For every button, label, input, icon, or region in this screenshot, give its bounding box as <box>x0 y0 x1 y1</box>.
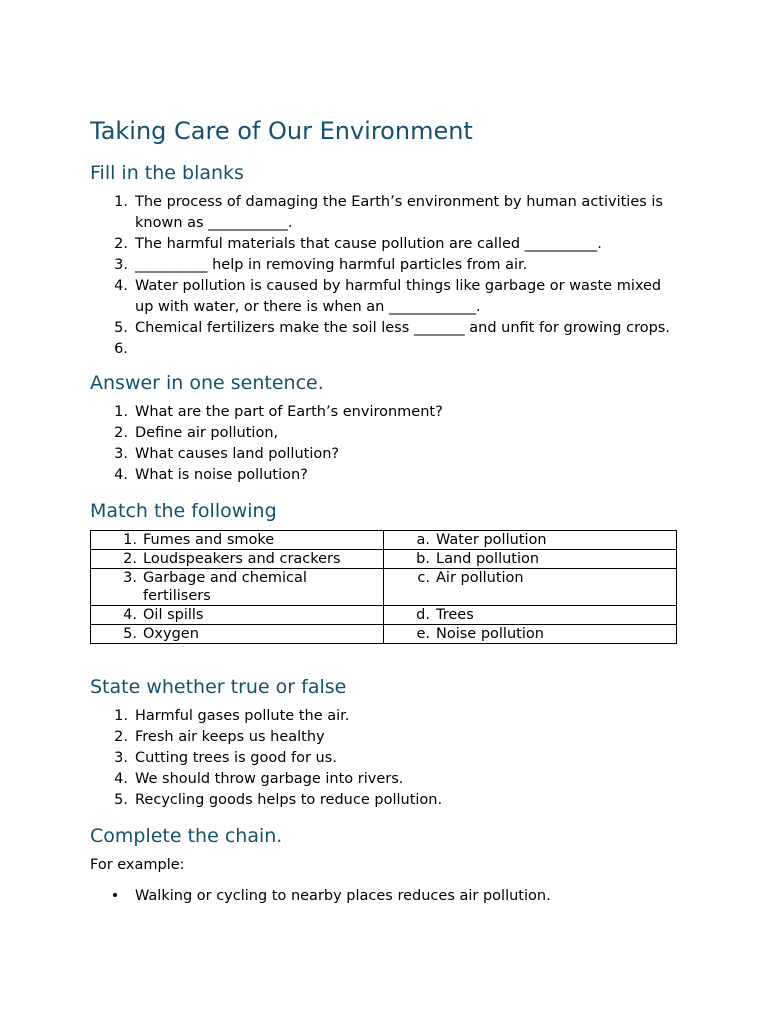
bullet-icon: • <box>110 888 120 904</box>
list-item <box>90 318 680 339</box>
item-number: 6 . <box>110 339 128 360</box>
match-left-cell <box>91 531 384 550</box>
match-right-cell <box>384 569 677 606</box>
item-text: Chemical fertilizers make the soil less _______ and unfit for growing crops. <box>135 320 670 336</box>
list-item <box>90 886 680 907</box>
document-content <box>90 115 680 907</box>
item-letter: d . <box>410 606 430 624</box>
item-text: Walking or cycling to nearby places reduces air pollution. <box>135 888 551 904</box>
spacer <box>90 644 680 674</box>
answer-one-sentence-heading: Answer in one sentence. <box>90 372 324 394</box>
item-number: 2 . <box>117 550 137 568</box>
list-item <box>90 790 680 811</box>
match-left-text: Oxygen <box>143 626 199 642</box>
match-left-cell <box>91 569 384 606</box>
match-right-cell <box>384 625 677 644</box>
table-row <box>91 531 677 550</box>
answer-one-sentence-section <box>90 370 680 486</box>
item-text: What causes land pollution? <box>135 446 340 462</box>
item-number: 4 . <box>117 606 137 624</box>
item-letter: a . <box>410 531 430 549</box>
list-item <box>90 276 680 318</box>
table-row <box>91 625 677 644</box>
match-left-cell <box>91 606 384 625</box>
match-following-section <box>90 498 680 674</box>
item-number: 1 . <box>117 531 137 549</box>
fill-in-blanks-section <box>90 160 680 360</box>
item-text: We should throw garbage into rivers. <box>135 771 404 787</box>
item-letter: e . <box>410 625 430 643</box>
item-text: __________ help in removing harmful particles from air. <box>135 257 528 273</box>
item-text: What is noise pollution? <box>135 467 308 483</box>
item-number: 5 . <box>110 318 128 339</box>
match-right-text: Water pollution <box>436 532 547 548</box>
item-number: 4 . <box>110 465 128 486</box>
match-following-heading: Match the following <box>90 500 277 522</box>
item-number: 1 . <box>110 706 128 727</box>
list-item <box>90 706 680 727</box>
complete-chain-section <box>90 823 680 907</box>
item-number: 4 . <box>110 276 128 297</box>
item-text: What are the part of Earth’s environment? <box>135 404 443 420</box>
list-item <box>90 255 680 276</box>
true-false-heading: State whether true or false <box>90 676 347 698</box>
match-left-text: Loudspeakers and crackers <box>143 551 341 567</box>
item-letter: b . <box>410 550 430 568</box>
table-row <box>91 606 677 625</box>
item-number: 3 . <box>117 569 137 587</box>
list-item <box>90 465 680 486</box>
match-right-cell <box>384 550 677 569</box>
item-text: Define air pollution, <box>135 425 279 441</box>
complete-chain-heading: Complete the chain. <box>90 825 283 847</box>
item-number: 2 . <box>110 423 128 444</box>
item-text: The harmful materials that cause pollution are called __________. <box>135 236 602 252</box>
table-row <box>91 550 677 569</box>
example-bullet-list <box>90 886 680 907</box>
item-number: 3 . <box>110 255 128 276</box>
item-letter: c . <box>410 569 430 587</box>
match-left-text: Fumes and smoke <box>143 532 275 548</box>
item-text: The process of damaging the Earth’s environment by human activities is known as ___________. <box>135 194 663 231</box>
match-right-cell <box>384 606 677 625</box>
list-item <box>90 402 680 423</box>
match-right-text: Land pollution <box>436 551 540 567</box>
match-left-cell <box>91 550 384 569</box>
list-item <box>90 769 680 790</box>
page-title: Taking Care of Our Environment <box>90 117 473 145</box>
item-text: Recycling goods helps to reduce pollution. <box>135 792 443 808</box>
true-false-section <box>90 674 680 811</box>
list-item <box>90 423 680 444</box>
item-text: Cutting trees is good for us. <box>135 750 337 766</box>
match-right-text: Air pollution <box>436 570 524 586</box>
answer-one-sentence-list <box>90 402 680 486</box>
match-left-text: Oil spills <box>143 607 204 623</box>
list-item <box>90 339 680 360</box>
fill-in-blanks-heading: Fill in the blanks <box>90 162 244 184</box>
item-number: 4 . <box>110 769 128 790</box>
item-number: 5 . <box>110 790 128 811</box>
true-false-list <box>90 706 680 811</box>
list-item <box>90 192 680 234</box>
match-left-cell <box>91 625 384 644</box>
fill-in-blanks-list <box>90 192 680 360</box>
list-item <box>90 444 680 465</box>
item-number: 2 . <box>110 727 128 748</box>
match-right-cell <box>384 531 677 550</box>
item-number: 3 . <box>110 748 128 769</box>
example-intro: For example: <box>90 857 185 873</box>
match-table <box>90 530 677 644</box>
match-right-text: Trees <box>436 607 474 623</box>
item-number: 1 . <box>110 192 128 213</box>
table-row <box>91 569 677 606</box>
item-text: Water pollution is caused by harmful things like garbage or waste mixed up with water, or there is when an ____________. <box>135 278 662 315</box>
item-text: Harmful gases pollute the air. <box>135 708 350 724</box>
list-item <box>90 234 680 255</box>
item-text: Fresh air keeps us healthy <box>135 729 325 745</box>
item-number: 5 . <box>117 625 137 643</box>
item-number: 2 . <box>110 234 128 255</box>
list-item <box>90 748 680 769</box>
item-number: 3 . <box>110 444 128 465</box>
match-right-text: Noise pollution <box>436 626 544 642</box>
list-item <box>90 727 680 748</box>
match-left-text: Garbage and chemical fertilisers <box>143 570 307 604</box>
item-number: 1 . <box>110 402 128 423</box>
